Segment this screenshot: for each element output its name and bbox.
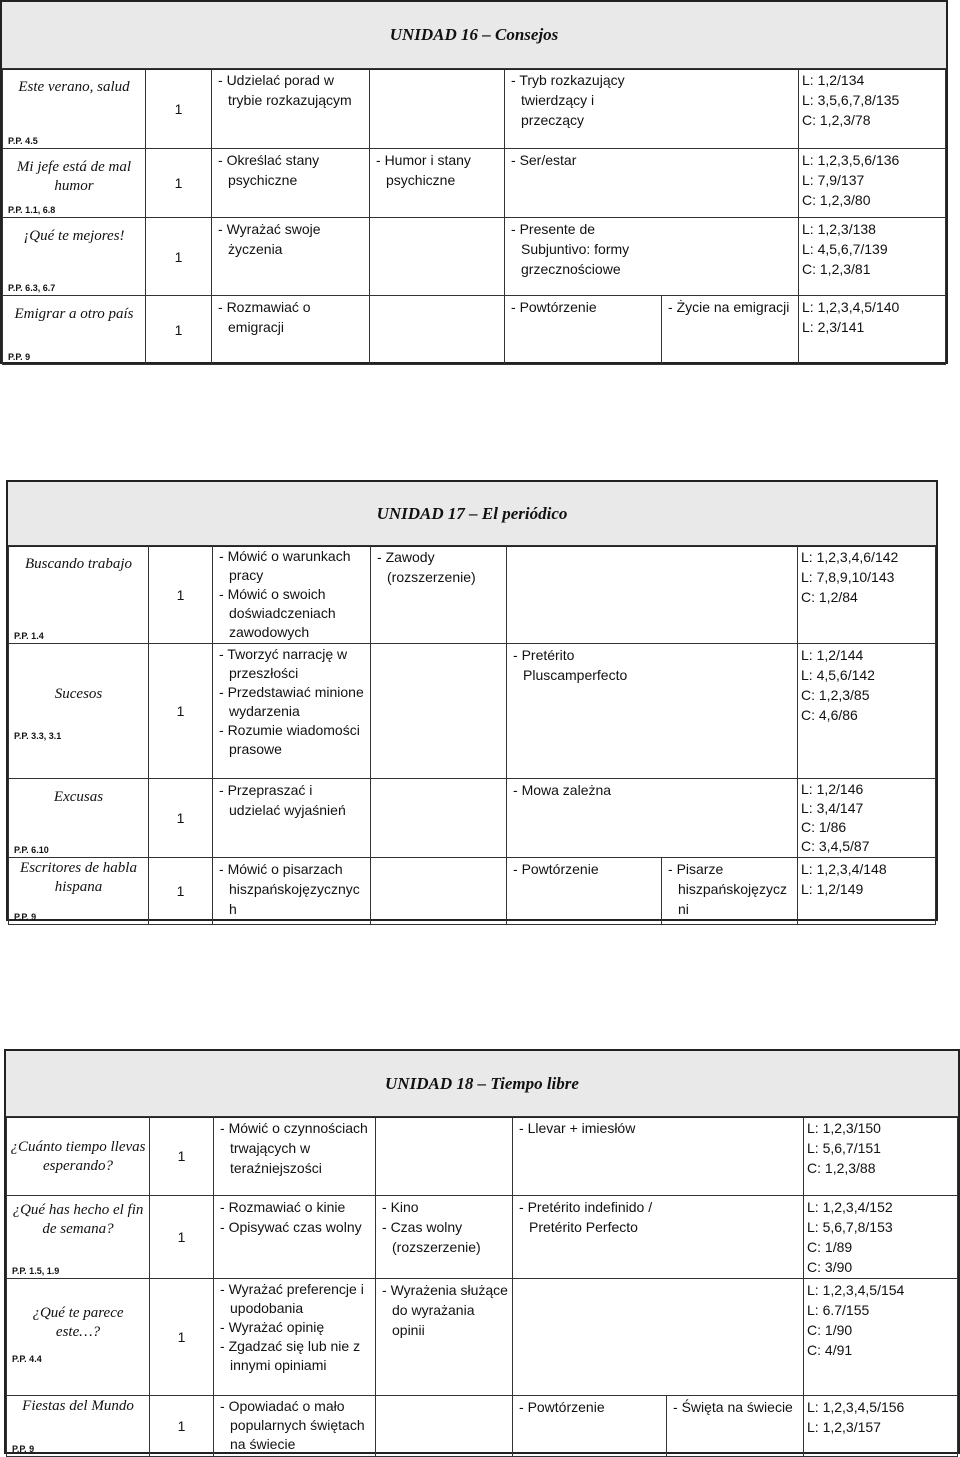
ref-line: L: 1,2/146 xyxy=(801,781,864,797)
grammar-cell xyxy=(507,644,798,779)
ref-line: C: 1,2/84 xyxy=(801,589,858,605)
list-item: - Wyrażać opinię xyxy=(217,1318,372,1337)
lesson-cell xyxy=(3,218,146,296)
unit-title: UNIDAD 16 – Consejos xyxy=(2,2,946,70)
ref-line: L: 1,2,3,4/152 xyxy=(807,1199,893,1215)
lesson-title: Buscando trabajo xyxy=(24,556,133,572)
references-cell xyxy=(798,644,936,779)
unit-16 xyxy=(0,0,948,364)
functions-cell xyxy=(212,296,370,365)
ref-line: L: 6.7/155 xyxy=(807,1302,870,1318)
list-item: - Powtórzenie xyxy=(516,1397,663,1417)
references-cell xyxy=(799,296,946,365)
list-item: - Przedstawiać minione wydarzenia xyxy=(216,683,367,721)
ref-line: L: 1,2,3/138 xyxy=(802,221,876,237)
lesson-title: ¡Qué te mejores! xyxy=(23,228,125,244)
grammar-cell xyxy=(505,296,662,365)
unit-17-table xyxy=(8,545,936,925)
list-item: - Rozmawiać o emigracji xyxy=(215,297,366,337)
unit-16-table xyxy=(2,68,946,365)
ref-line: C: 3/90 xyxy=(807,1259,853,1275)
lesson-row xyxy=(3,296,946,365)
list-item: - Mówić o czynnościach trwających w teraźniejszości xyxy=(217,1118,372,1178)
vocabulary-cell xyxy=(371,779,507,858)
lesson-hours: 1 xyxy=(146,149,212,218)
lesson-hours: 1 xyxy=(149,779,213,858)
lesson-cell xyxy=(9,858,149,925)
ref-line: L: 3,4/147 xyxy=(801,800,864,816)
lesson-row xyxy=(9,779,936,858)
lesson-title: Emigrar a otro país xyxy=(14,306,134,322)
list-item: - Mówić o warunkach pracy xyxy=(216,547,367,585)
list-item: - Określać stany psychiczne xyxy=(215,150,366,190)
lesson-pp: P.P. 9 xyxy=(14,912,37,922)
lesson-cell xyxy=(7,1117,150,1196)
lesson-hours: 1 xyxy=(150,1117,214,1196)
culture-cell xyxy=(667,1396,804,1457)
lesson-hours: 1 xyxy=(149,644,213,779)
grammar-cell xyxy=(513,1196,804,1279)
list-item: - Zgadzać się lub nie z innymi opiniami xyxy=(217,1337,372,1375)
list-item: - Powtórzenie xyxy=(510,859,658,879)
list-item: - Tryb rozkazujący twierdzący i przeczący xyxy=(508,70,658,130)
vocabulary-cell xyxy=(370,149,505,218)
ref-line: C: 4/91 xyxy=(807,1342,853,1358)
list-item: - Pretérito Pluscamperfecto xyxy=(510,645,660,685)
lesson-hours: 1 xyxy=(149,858,213,925)
functions-cell xyxy=(214,1279,376,1396)
list-item: - Opowiadać o mało popularnych świętach na świecie xyxy=(217,1397,372,1454)
ref-line: L: 5,6,7/151 xyxy=(807,1140,881,1156)
lesson-title: ¿Qué te parece este…? xyxy=(32,1305,124,1340)
grammar-cell xyxy=(513,1279,804,1396)
lesson-title: ¿Qué has hecho el fin de semana? xyxy=(12,1202,144,1237)
functions-cell xyxy=(213,546,371,644)
ref-line: C: 1/86 xyxy=(801,819,847,835)
ref-line: L: 1,2,3/157 xyxy=(807,1419,881,1435)
ref-line: L: 3,5,6,7,8/135 xyxy=(802,92,900,108)
lesson-row xyxy=(9,546,936,644)
references-cell xyxy=(804,1196,958,1279)
ref-line: C: 1,2,3/78 xyxy=(802,112,871,128)
ref-line: L: 1,2,3,4,5/140 xyxy=(802,299,900,315)
grammar-cell xyxy=(507,858,662,925)
list-item: - Powtórzenie xyxy=(508,297,658,317)
list-item: - Opisywać czas wolny xyxy=(217,1217,372,1237)
list-item: - Ser/estar xyxy=(508,150,795,170)
lesson-pp: P.P. 6.10 xyxy=(14,845,49,855)
lesson-row xyxy=(9,858,936,925)
lesson-hours: 1 xyxy=(146,296,212,365)
lesson-title: Sucesos xyxy=(54,686,103,702)
lesson-hours: 1 xyxy=(146,218,212,296)
list-item: - Wyrażać swoje życzenia xyxy=(215,219,366,259)
list-item: - Kino xyxy=(379,1197,509,1217)
ref-line: C: 1,2,3/81 xyxy=(802,261,871,277)
ref-line: L: 2,3/141 xyxy=(802,319,865,335)
list-item: - Wyrażać preferencje i upodobania xyxy=(217,1280,372,1318)
list-item: - Presente de Subjuntivo: formy grzecznościowe xyxy=(508,219,658,279)
lesson-pp: P.P. 9 xyxy=(12,1444,35,1454)
references-cell xyxy=(804,1396,958,1457)
functions-cell xyxy=(214,1396,376,1457)
ref-line: L: 1,2,3/150 xyxy=(807,1120,881,1136)
lesson-title: ¿Cuánto tiempo llevas esperando? xyxy=(10,1139,146,1174)
lesson-hours: 1 xyxy=(150,1279,214,1396)
functions-cell xyxy=(214,1117,376,1196)
vocabulary-cell xyxy=(376,1279,513,1396)
functions-cell xyxy=(213,779,371,858)
vocabulary-cell xyxy=(371,644,507,779)
lesson-row xyxy=(7,1196,958,1279)
ref-line: L: 1,2,3,5,6/136 xyxy=(802,152,900,168)
unit-17 xyxy=(6,480,938,921)
vocabulary-cell xyxy=(376,1196,513,1279)
grammar-cell xyxy=(513,1117,804,1196)
lesson-hours: 1 xyxy=(149,546,213,644)
grammar-cell xyxy=(507,779,798,858)
lesson-pp: P.P. 1.4 xyxy=(14,631,44,641)
ref-line: C: 3,4,5/87 xyxy=(801,838,870,854)
ref-line: L: 1,2,3,4,5/154 xyxy=(807,1282,905,1298)
list-item: - Pisarze hiszpańskojęzycz ni xyxy=(665,859,794,919)
lesson-cell xyxy=(3,69,146,149)
ref-line: C: 1,2,3/80 xyxy=(802,192,871,208)
references-cell xyxy=(798,779,936,858)
unit-18 xyxy=(4,1049,960,1454)
list-item: - Pretérito indefinido / Pretérito Perfecto xyxy=(516,1197,666,1237)
functions-cell xyxy=(212,149,370,218)
list-item: - Rozmawiać o kinie xyxy=(217,1197,372,1217)
list-item: - Święta na świecie xyxy=(670,1397,800,1417)
references-cell xyxy=(798,546,936,644)
lesson-title: Este verano, salud xyxy=(18,79,130,95)
list-item: - Przepraszać i udzielać wyjaśnień xyxy=(216,780,367,820)
references-cell xyxy=(804,1279,958,1396)
ref-line: L: 4,5,6/142 xyxy=(801,667,875,683)
grammar-cell xyxy=(513,1396,667,1457)
vocabulary-cell xyxy=(370,69,505,149)
list-item: - Mowa zależna xyxy=(510,780,794,800)
list-item: - Życie na emigracji xyxy=(665,297,795,317)
vocabulary-cell xyxy=(370,296,505,365)
lesson-row xyxy=(9,644,936,779)
lesson-pp: P.P. 4.4 xyxy=(12,1354,42,1364)
list-item: - Czas wolny (rozszerzenie) xyxy=(379,1217,509,1257)
ref-line: L: 7,9/137 xyxy=(802,172,865,188)
lesson-pp: P.P. 4.5 xyxy=(8,136,38,146)
lesson-row xyxy=(7,1279,958,1396)
grammar-cell xyxy=(505,69,799,149)
ref-line: C: 1,2,3/85 xyxy=(801,687,870,703)
references-cell xyxy=(804,1117,958,1196)
lesson-hours: 1 xyxy=(146,69,212,149)
ref-line: L: 1,2,3,4,6/142 xyxy=(801,549,899,565)
list-item: - Llevar + imiesłów xyxy=(516,1118,800,1138)
lesson-cell xyxy=(9,546,149,644)
references-cell xyxy=(799,218,946,296)
vocabulary-cell xyxy=(370,218,505,296)
functions-cell xyxy=(212,69,370,149)
lesson-cell xyxy=(9,644,149,779)
ref-line: C: 1/90 xyxy=(807,1322,853,1338)
lesson-row xyxy=(3,69,946,149)
functions-cell xyxy=(214,1196,376,1279)
list-item: - Mówić o pisarzach hiszpańskojęzycznyc h xyxy=(216,859,367,919)
ref-line: L: 1,2,3,4/148 xyxy=(801,861,887,877)
lesson-row xyxy=(3,149,946,218)
lesson-hours: 1 xyxy=(150,1196,214,1279)
ref-line: C: 1/89 xyxy=(807,1239,853,1255)
lesson-title: Excusas xyxy=(53,789,104,805)
lesson-pp: P.P. 1.1, 6.8 xyxy=(8,205,56,215)
lesson-pp: P.P. 6.3, 6.7 xyxy=(8,283,56,293)
ref-line: C: 1,2,3/88 xyxy=(807,1160,876,1176)
ref-line: L: 5,6,7,8/153 xyxy=(807,1219,893,1235)
list-item: - Udzielać porad w trybie rozkazującym xyxy=(215,70,366,110)
lesson-cell xyxy=(9,779,149,858)
functions-cell xyxy=(213,644,371,779)
list-item: - Wyrażenia służące do wyrażania opinii xyxy=(379,1280,509,1340)
unit-title: UNIDAD 17 – El periódico xyxy=(8,482,936,547)
references-cell xyxy=(798,858,936,925)
list-item: - Tworzyć narrację w przeszłości xyxy=(216,645,367,683)
list-item: - Zawody (rozszerzenie) xyxy=(374,547,503,587)
ref-line: L: 1,2/144 xyxy=(801,647,864,663)
lesson-pp: P.P. 9 xyxy=(8,352,31,362)
culture-cell xyxy=(662,296,799,365)
lesson-row xyxy=(7,1396,958,1457)
ref-line: L: 1,2/134 xyxy=(802,72,865,88)
ref-line: C: 4,6/86 xyxy=(801,707,858,723)
list-item: - Rozumie wiadomości prasowe xyxy=(216,721,367,759)
references-cell xyxy=(799,69,946,149)
ref-line: L: 1,2,3,4,5/156 xyxy=(807,1399,905,1415)
lesson-pp: P.P. 1.5, 1.9 xyxy=(12,1266,60,1276)
ref-line: L: 7,8,9,10/143 xyxy=(801,569,895,585)
ref-line: L: 1,2/149 xyxy=(801,881,864,897)
vocabulary-cell xyxy=(376,1117,513,1196)
lesson-hours: 1 xyxy=(150,1396,214,1457)
grammar-cell xyxy=(505,149,799,218)
culture-cell xyxy=(662,858,798,925)
unit-title: UNIDAD 18 – Tiempo libre xyxy=(6,1051,958,1118)
lesson-title: Mi jefe está de mal humor xyxy=(16,159,132,194)
ref-line: L: 4,5,6,7/139 xyxy=(802,241,888,257)
functions-cell xyxy=(213,858,371,925)
lesson-cell xyxy=(7,1396,150,1457)
lesson-cell xyxy=(3,296,146,365)
lesson-cell xyxy=(7,1279,150,1396)
lesson-cell xyxy=(3,149,146,218)
functions-cell xyxy=(212,218,370,296)
list-item: - Mówić o swoich doświadczeniach zawodowych xyxy=(216,585,367,642)
list-item: - Humor i stany psychiczne xyxy=(373,150,501,190)
unit-18-table xyxy=(6,1116,958,1457)
lesson-title: Escritores de habla hispana xyxy=(20,860,137,895)
grammar-cell xyxy=(507,546,798,644)
vocabulary-cell xyxy=(371,858,507,925)
vocabulary-cell xyxy=(371,546,507,644)
references-cell xyxy=(799,149,946,218)
lesson-cell xyxy=(7,1196,150,1279)
lesson-pp: P.P. 3.3, 3.1 xyxy=(14,731,62,741)
vocabulary-cell xyxy=(376,1396,513,1457)
grammar-cell xyxy=(505,218,799,296)
lesson-row xyxy=(7,1117,958,1196)
lesson-title: Fiestas del Mundo xyxy=(22,1398,134,1414)
lesson-row xyxy=(3,218,946,296)
